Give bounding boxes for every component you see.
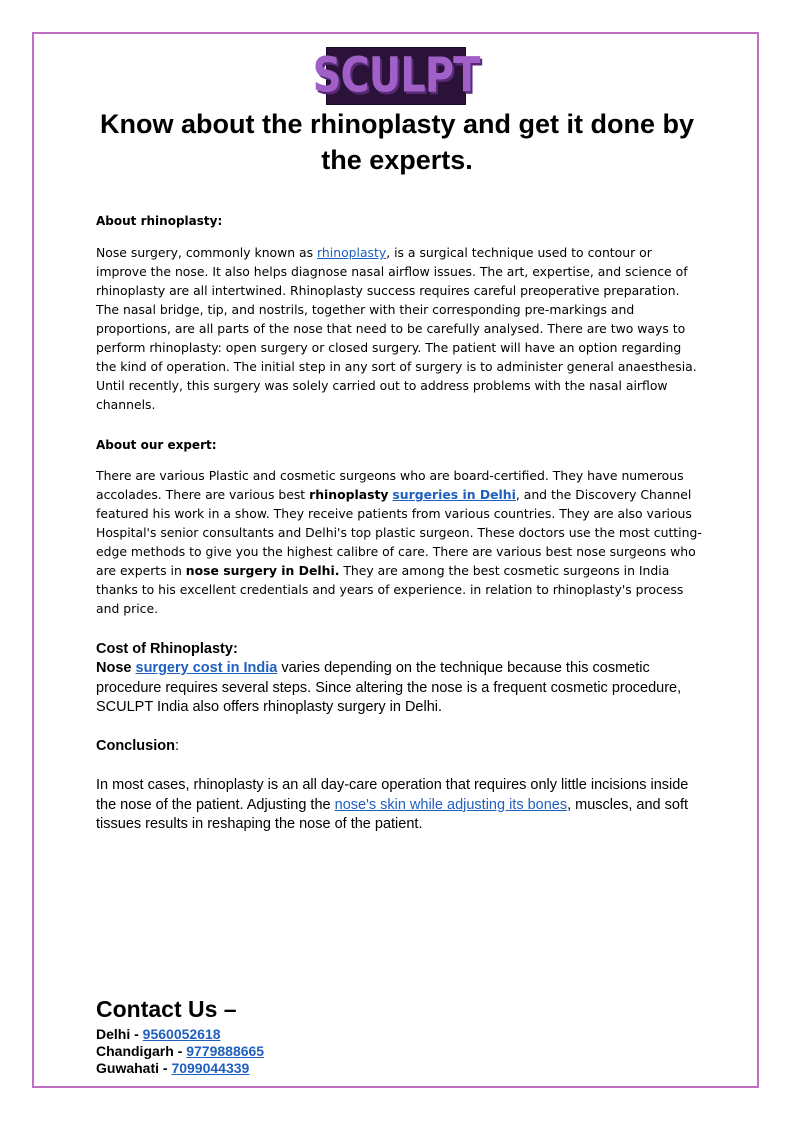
surgeries-in-delhi-link[interactable]: surgeries in Delhi bbox=[392, 487, 516, 502]
cost-heading: Cost of Rhinoplasty: bbox=[96, 641, 238, 657]
logo-text: SCULPT bbox=[312, 48, 480, 104]
paragraph-text: Nose surgery, commonly known as bbox=[96, 245, 318, 260]
paragraph-text: : bbox=[174, 738, 179, 754]
contact-chandigarh bbox=[96, 1043, 264, 1059]
paragraph-text: They are among the best cosmetic surgeons in India thanks to his excellent credentials and years of experience. in relation to rhinoplasty's process and price. bbox=[96, 563, 684, 616]
surgery-cost-in-india-link[interactable]: surgery cost in India bbox=[135, 660, 278, 676]
nose-skin-link[interactable]: nose's skin while adjusting its bones bbox=[334, 796, 568, 813]
about-expert-heading: About our expert: bbox=[96, 438, 217, 452]
guwahati-phone-link[interactable]: 7099044339 bbox=[171, 1060, 250, 1076]
about-rhinoplasty-heading: About rhinoplasty: bbox=[96, 214, 223, 228]
conclusion-heading bbox=[96, 737, 702, 757]
bold-text: Nose bbox=[96, 660, 132, 676]
paragraph-text: , muscles, and soft tissues results in reshaping the nose of the patient. bbox=[96, 796, 688, 832]
paragraph-text: There are various Plastic and cosmetic surgeons who are board-certified. They have numerous accolades. There are various best bbox=[96, 468, 684, 502]
bold-text: nose surgery in Delhi. bbox=[185, 563, 340, 578]
bold-text: rhinoplasty bbox=[309, 487, 389, 502]
contact-guwahati bbox=[96, 1060, 249, 1076]
cost-paragraph bbox=[96, 659, 702, 718]
paragraph-text: In most cases, rhinoplasty is an all day-care operation that requires only little incisions inside the nose of the patient. Adjusting the bbox=[96, 777, 689, 813]
city-label: Chandigarh - bbox=[96, 1043, 187, 1059]
delhi-phone-link[interactable]: 9560052618 bbox=[142, 1026, 221, 1042]
rhinoplasty-link[interactable]: rhinoplasty bbox=[317, 245, 387, 260]
page-title: Know about the rhinoplasty and get it done by the experts. bbox=[100, 109, 694, 175]
about-expert-paragraph bbox=[96, 466, 702, 618]
chandigarh-phone-link[interactable]: 9779888665 bbox=[186, 1043, 265, 1059]
paragraph-text: , and the Discovery Channel featured his work in a show. They receive patients from various countries. They are also various Hospital's senior consultants and Delhi's top plastic surgeon. These doctors use the most cutting-edge methods to give you the highest calibre of care. There are various best nose surgeons who are experts in bbox=[96, 487, 702, 578]
paragraph-text: , is a surgical technique used to contour or improve the nose. It also helps diagnose nasal airflow issues. The art, expertise, and science of rhinoplasty are all intertwined. Rhinoplasty success requires careful preoperative preparation. The nasal bridge, tip, and nostrils, together with their corresponding pre-markings and proportions, are all parts of the nose that need to be carefully analysed. There are two ways to perform rhinoplasty: open surgery or closed surgery. The patient will have an option regarding the kind of operation. The initial step in any sort of surgery is to administer general anaesthesia. Until recently, this surgery was solely carried out to address problems with the nasal airflow channels. bbox=[96, 245, 697, 412]
contact-heading: Contact Us – bbox=[96, 996, 237, 1022]
paragraph-text: varies depending on the technique because this cosmetic procedure requires several steps. Since altering the nose is a frequent cosmetic procedure, SCULPT India also offers rhinoplasty surgery in Delhi. bbox=[96, 660, 682, 715]
bold-text: Conclusion bbox=[96, 738, 175, 754]
conclusion-paragraph bbox=[96, 776, 702, 835]
sculpt-logo bbox=[312, 47, 480, 105]
city-label: Guwahati - bbox=[96, 1060, 172, 1076]
city-label: Delhi - bbox=[96, 1026, 143, 1042]
contact-delhi bbox=[96, 1026, 221, 1042]
about-rhinoplasty-paragraph bbox=[96, 243, 702, 414]
